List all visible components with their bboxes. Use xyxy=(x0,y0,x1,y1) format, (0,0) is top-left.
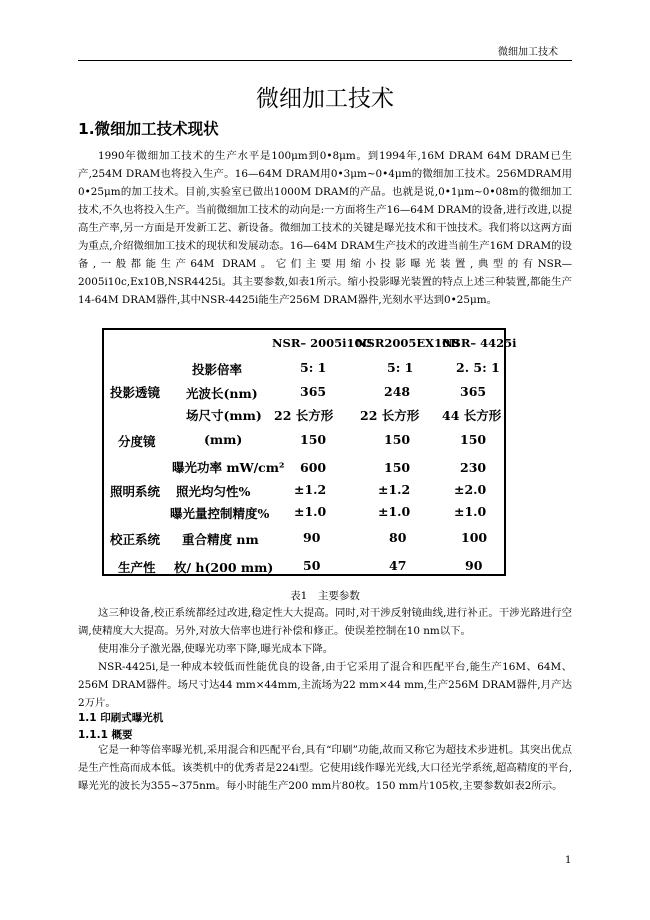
table-cell: ±1.2 xyxy=(294,482,327,497)
group-alignment: 校正系统 xyxy=(110,532,161,547)
page-header xyxy=(78,40,572,61)
row-label: 投影倍率 xyxy=(192,362,243,377)
table-cell: 80 xyxy=(389,530,407,545)
col-header-1: NSR– 2005i10C xyxy=(272,336,372,350)
table-cell: 150 xyxy=(460,432,487,447)
row-label: 照光均匀性% xyxy=(176,484,251,499)
col-header-2: NSR2005EX10B xyxy=(356,336,460,350)
document-title: 微细加工技术 xyxy=(256,86,394,112)
group-productivity: 生产性 xyxy=(118,560,156,575)
section-heading-1-1-1: 1.1.1 概要 xyxy=(78,729,133,741)
table-cell: 50 xyxy=(303,558,321,573)
group-resolution-mirror: 分度镜 xyxy=(118,434,156,449)
table-cell: 150 xyxy=(384,460,411,475)
table-cell: ±2.0 xyxy=(454,482,487,497)
section-heading-1-1: 1.1 印刷式曝光机 xyxy=(78,712,164,724)
header-title: 微细加工技术 xyxy=(498,47,558,58)
paragraph-3: 使用准分子激光器,使曝光功率下降,曝光成本下降。 xyxy=(98,643,334,655)
group-projection-lens: 投影透镜 xyxy=(110,385,161,400)
row-label: (mm) xyxy=(204,432,243,447)
table-cell: 5: 1 xyxy=(387,360,414,375)
paragraph-5: 它是一种等倍率曝光机,采用混合和匹配平台,具有“印刷”功能,故而又称它为超技术步进机。其突出优点是生产性高而成本低。该类机中的优秀者是224i型。它使用i线作曝光光线,大口径光学系统,超高精度的平台,曝光光的波长为355~375nm。每小时能生产200 mm片80枚。150 mm片105枚,主要参数如表2所示。 xyxy=(78,744,572,792)
col-header-3: NSR– 4425i xyxy=(442,336,517,350)
parameters-table xyxy=(102,328,517,576)
paragraph-1: 1990年微细加工技术的生产水平是100μm到0•8μm。到1994年,16M DRAM 64M DRAM已生产,254M DRAM也将投入生产。16—64M DRAM用0•3μm~0•4μm的微细加工技术。256MDRAM用0•25μm的加工技术。目前,实验室已做出1000M DRAM的产品。也就是说,0•1μm~0•08m的微细加工技术,不久也将投入生产。当前微细加工技术的动向是:一方面将生产16—64M DRAM的设备,进行改进,以提高生产率,另一方面是开发新工艺、新设备。微细加工技术的关键是曝光技术和干蚀技术。我们将以这两方面为重点,介绍微细加工技术的现状和发展动态。16—64M DRAM生产技术的改进当前生产16M DRAM的设备,一般都能生产64M DRAM。它们主要用缩小投影曝光装置,典型的有NSR—2005i10c,Ex10B,NSR4425i。其主要参数,如表1所示。缩小投影曝光装置的特点上述三种装置,都能生产14-64M DRAM器件,其中NSR-4425i能生产256M DRAM器件,光刻水平达到0•25μm。 xyxy=(78,150,572,306)
table-cell: ±1.0 xyxy=(378,504,411,519)
table-cell: 365 xyxy=(460,384,487,399)
row-label: 曝光功率 mW/cm² xyxy=(172,460,285,475)
row-label: 光波长(nm) xyxy=(186,386,258,401)
table-cell: 248 xyxy=(384,384,411,399)
table-cell: 22 长方形 xyxy=(360,408,420,423)
row-label: 枚/ h(200 mm) xyxy=(174,560,274,575)
table-cell: ±1.2 xyxy=(378,482,411,497)
row-label: 重合精度 nm xyxy=(182,532,259,547)
table-cell: ±1.0 xyxy=(454,504,487,519)
table-cell: 230 xyxy=(460,460,487,475)
section-heading-1: 1.微细加工技术现状 xyxy=(78,120,219,138)
table-cell: ±1.0 xyxy=(294,504,327,519)
row-label: 场尺寸(mm) xyxy=(186,408,262,423)
table-cell: 600 xyxy=(300,460,327,475)
table-cell: 150 xyxy=(384,432,411,447)
row-label: 曝光量控制精度% xyxy=(170,506,270,521)
table-cell: 365 xyxy=(300,384,327,399)
table-cell: 44 长方形 xyxy=(442,408,502,423)
group-illumination: 照明系统 xyxy=(110,484,161,499)
table-cell: 90 xyxy=(465,558,483,573)
table-caption: 表1 主要参数 xyxy=(290,590,360,602)
table-cell: 2. 5: 1 xyxy=(456,360,500,375)
table-cell: 90 xyxy=(303,530,321,545)
table-cell: 150 xyxy=(300,432,327,447)
table-cell: 47 xyxy=(389,558,407,573)
page-number: 1 xyxy=(565,855,572,866)
table-cell: 5: 1 xyxy=(300,360,327,375)
table-cell: 100 xyxy=(461,530,488,545)
table-cell: 22 长方形 xyxy=(274,408,334,423)
paragraph-2: 这三种设备,校正系统都经过改进,稳定性大大提高。同时,对干涉反射镜曲线,进行补正。干涉光路进行空调,使精度大大提高。另外,对放大倍率也进行补偿和修正。使误差控制在10 nm以下。 xyxy=(78,607,572,637)
paragraph-4: NSR-4425i,是一种成本较低而性能优良的设备,由于它采用了混合和匹配平台,能生产16M、64M、256M DRAM器件。场尺寸达44 mm×44mm,主流场为22 mm×44 mm,生产256M DRAM器件,月产达2万片。 xyxy=(78,661,572,709)
